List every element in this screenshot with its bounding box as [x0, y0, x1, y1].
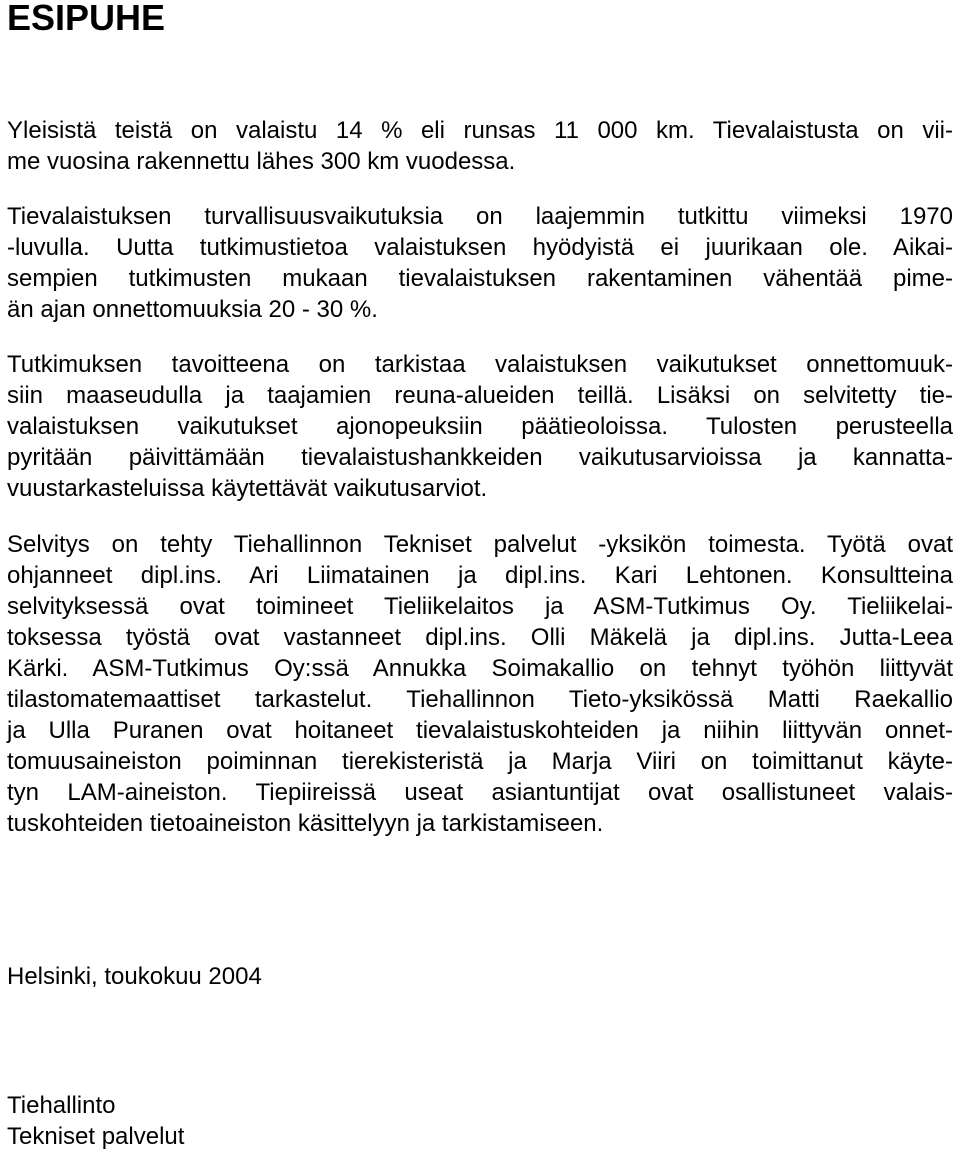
signature-organization: Tiehallinto: [7, 1092, 116, 1119]
text-line: tyn LAM-aineiston. Tiepiireissä useat asiantuntijat ovat osallistuneet valais-: [7, 779, 953, 806]
text-line: än ajan onnettomuuksia 20 - 30 %.: [7, 296, 378, 323]
text-line: vuustarkasteluissa käytettävät vaikutusarviot.: [7, 475, 488, 502]
text-line: -luvulla. Uutta tutkimustietoa valaistuksen hyödyistä ei juurikaan ole. Aikai-: [7, 234, 953, 261]
text-line: toksessa työstä ovat vastanneet dipl.ins. Olli Mäkelä ja dipl.ins. Jutta-Leea: [7, 624, 953, 651]
text-line: sempien tutkimusten mukaan tievalaistuksen rakentaminen vähentää pime-: [7, 265, 953, 292]
text-line: ja Ulla Puranen ovat hoitaneet tievalaistuskohteiden ja niihin liittyvän onnet-: [7, 717, 953, 744]
text-line: selvityksessä ovat toimineet Tieliikelaitos ja ASM-Tutkimus Oy. Tieliikelai-: [7, 593, 953, 620]
place-date: Helsinki, toukokuu 2004: [7, 963, 262, 990]
text-line: Kärki. ASM-Tutkimus Oy:ssä Annukka Soimakallio on tehnyt työhön liittyvät: [7, 655, 953, 682]
text-line: Selvitys on tehty Tiehallinnon Tekniset palvelut -yksikön toimesta. Työtä ovat: [7, 531, 953, 558]
text-line: valaistuksen vaikutukset ajonopeuksiin päätieoloissa. Tulosten perusteella: [7, 413, 953, 440]
text-line: tomuusaineiston poiminnan tierekisteristä ja Marja Viiri on toimittanut käyte-: [7, 748, 953, 775]
text-line: Yleisistä teistä on valaistu 14 % eli runsas 11 000 km. Tievalaistusta on vii-: [7, 117, 953, 144]
text-line: ohjanneet dipl.ins. Ari Liimatainen ja dipl.ins. Kari Lehtonen. Konsultteina: [7, 562, 953, 589]
text-line: Tievalaistuksen turvallisuusvaikutuksia on laajemmin tutkittu viimeksi 1970: [7, 203, 953, 230]
text-line: tuskohteiden tietoaineiston käsittelyyn ja tarkistamiseen.: [7, 810, 604, 837]
page-title: ESIPUHE: [7, 0, 166, 38]
text-line: siin maaseudulla ja taajamien reuna-alueiden teillä. Lisäksi on selvitetty tie-: [7, 382, 953, 409]
text-line: me vuosina rakennettu lähes 300 km vuodessa.: [7, 148, 516, 175]
signature-unit: Tekniset palvelut: [7, 1123, 185, 1150]
text-line: pyritään päivittämään tievalaistushankkeiden vaikutusarvioissa ja kannatta-: [7, 444, 953, 471]
text-line: Tutkimuksen tavoitteena on tarkistaa valaistuksen vaikutukset onnettomuuk-: [7, 351, 953, 378]
text-line: tilastomatemaattiset tarkastelut. Tiehallinnon Tieto-yksikössä Matti Raekallio: [7, 686, 953, 713]
